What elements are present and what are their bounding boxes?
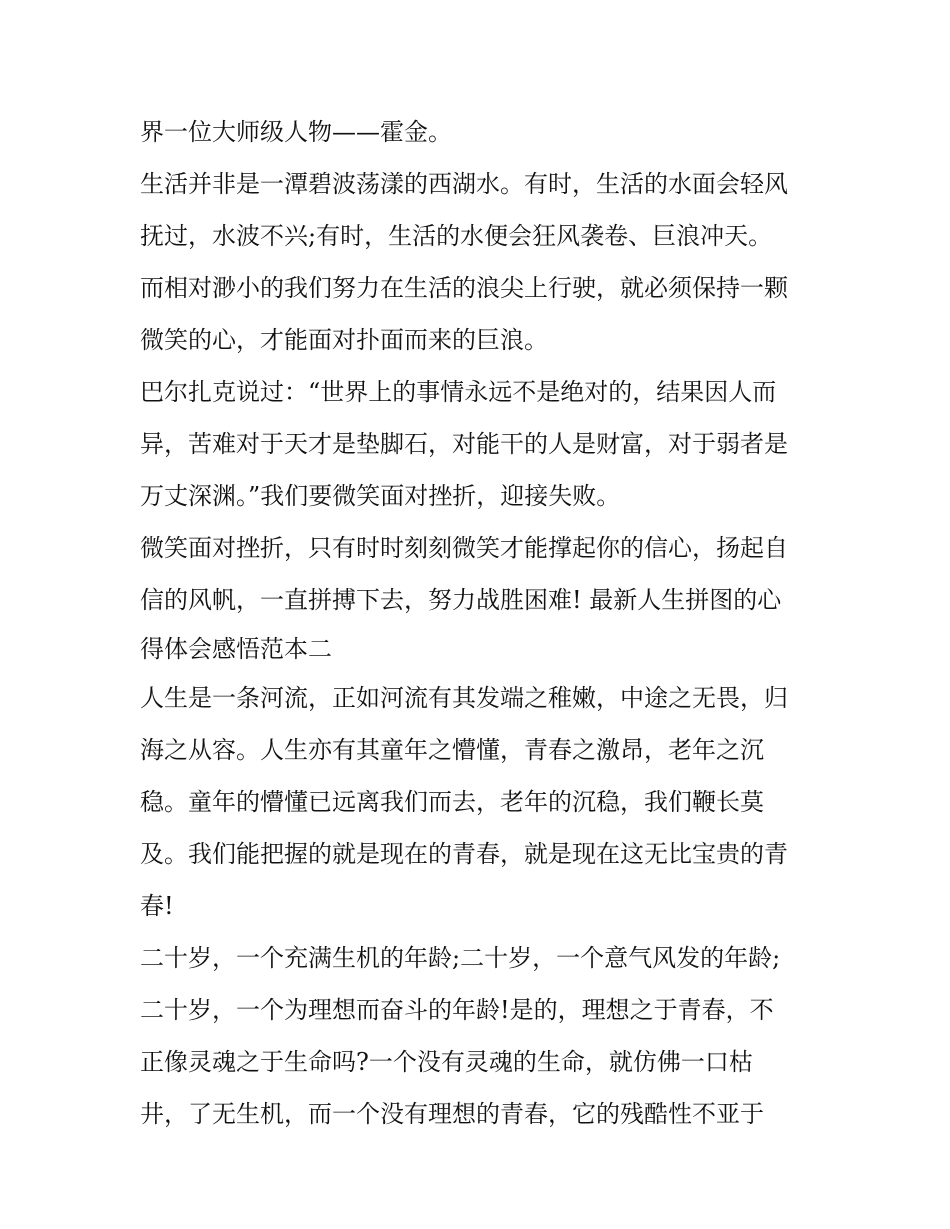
text-line: 微笑的心，才能面对扑面而来的巨浪。 [140, 326, 548, 354]
text-line: 及。我们能把握的就是现在的青春，就是现在这无比宝贵的青 [140, 840, 788, 868]
text-line: 得体会感悟范本二 [140, 635, 332, 663]
text-line: 信的风帆，一直拼搏下去，努力战胜困难! 最新人生拼图的心 [140, 586, 782, 614]
text-line: 而相对渺小的我们努力在生活的浪尖上行驶，就必须保持一颗 [140, 274, 788, 302]
text-line: 人生是一条河流，正如河流有其发端之稚嫩，中途之无畏，归 [140, 684, 788, 712]
text-line: 界一位大师级人物——霍金。 [140, 118, 452, 146]
text-line: 稳。童年的懵懂已远离我们而去，老年的沉稳，我们鞭长莫 [140, 788, 764, 816]
text-line: 正像灵魂之于生命吗?一个没有灵魂的生命，就仿佛一口枯 [140, 1048, 753, 1076]
text-line: 二十岁，一个充满生机的年龄;二十岁，一个意气风发的年龄; [140, 944, 781, 972]
text-line: 井，了无生机，而一个没有理想的青春，它的残酷性不亚于 [140, 1100, 764, 1128]
text-line: 万丈深渊。”我们要微笑面对挫折，迎接失败。 [140, 482, 621, 510]
text-line: 海之从容。人生亦有其童年之懵懂，青春之激昂，老年之沉 [140, 736, 764, 764]
text-line: 微笑面对挫折，只有时时刻刻微笑才能撑起你的信心，扬起自 [140, 534, 788, 562]
text-line: 二十岁，一个为理想而奋斗的年龄!是的，理想之于青春，不 [140, 996, 774, 1024]
document-body [140, 106, 820, 1140]
text-line: 生活并非是一潭碧波荡漾的西湖水。有时，生活的水面会轻风 [140, 170, 788, 198]
text-line: 巴尔扎克说过：“世界上的事情永远不是绝对的，结果因人而 [140, 378, 777, 406]
text-line: 异，苦难对于天才是垫脚石，对能干的人是财富，对于弱者是 [140, 430, 788, 458]
text-line: 抚过，水波不兴;有时，生活的水便会狂风袭卷、巨浪冲天。 [140, 222, 773, 250]
text-line: 春! [140, 892, 174, 920]
